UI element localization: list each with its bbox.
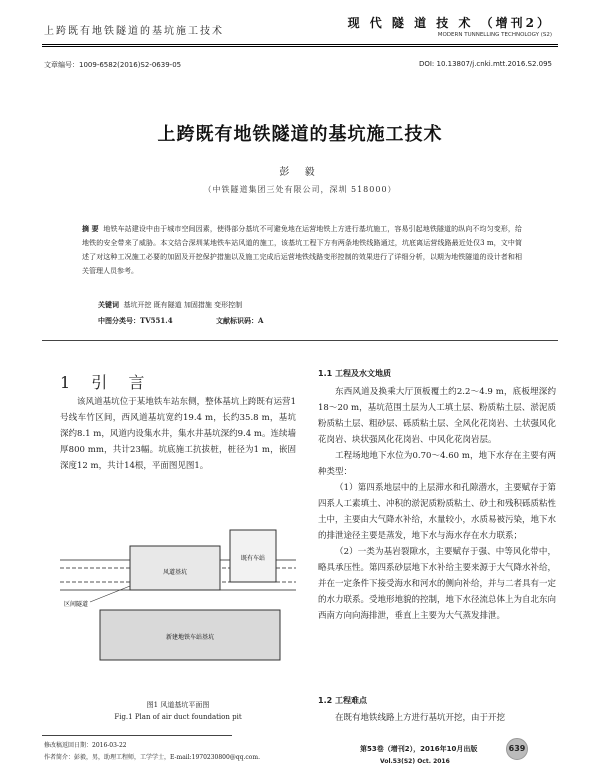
section-1-body [60,394,296,474]
keywords-label: 关键词 [98,300,119,309]
leader-line [90,586,130,602]
paragraph: （1）第四系地层中的上层滞水和孔隙潜水，主要赋存于第四系人工素填土、冲积的淤泥质粉质粘土、砂土和残积砾质粘性土中，主要由大气降水补给，水量较小，水质易被污染，地下水的排泄途径主要是蒸发，地下水与海水存在水力联系； [318,483,557,541]
running-title: 上跨既有地铁隧道的基坑施工技术 [44,26,224,37]
paragraph: 工程场地地下水位为0.70～4.60 m，地下水存在主要有两种类型： [318,451,556,477]
class-label: 中图分类号： [98,316,140,325]
affiliation: （中铁隧道集团三处有限公司，深圳 518000） [203,185,397,194]
abstract-text: 地铁车站建设中由于城市空间因素，使得部分基坑不可避免地在运营地铁上方进行基坑施工，容易引起地铁隧道的纵向不均匀变形，给地铁的安全带来了威胁。本文结合深圳某地铁车站风道的施工，该基坑工程下方有两条地铁线路通过，坑底离运营线路最近处仅3 m，文中简述了对这种工况施工必要的加固及开挖保护措施以及施工完成后运营地铁线路变形控制的效果进行了详细分析，以期为地铁隧道的设计者和相关管理人员参考。 [82,225,523,275]
author-info: 作者简介：彭毅，男，助理工程师，工学学士，E-mail:1970230800@qq.com. [44,754,260,761]
article-number: 文章编号：1009-6582(2016)S2-0639-05 [44,61,182,69]
figure-caption-en: Fig.1 Plan of air duct foundation pit [114,713,242,721]
classification [98,316,173,326]
header-rule [42,44,558,45]
new-station-label: 新建地铁车站基坑 [165,634,215,641]
header-rule-2 [42,46,558,47]
section-1-1-body [318,384,556,624]
journal-name-cn: 现 代 隧 道 技 术 （增刊2） [347,16,552,30]
doccode-label: 文献标识码： [216,316,258,325]
paragraph: （2）一类为基岩裂隙水，主要赋存于强、中等风化带中，略具承压性。第四系砂层地下水补给主要来源于大气降水补给，并在一定条件下接受海水和河水的侧向补给，并与二者具有一定的水力联系。受地形地貌的控制，地下水径流总体上为自北东向西南方向向海排泄，垂直上主要为大气蒸发排泄。 [318,547,557,621]
paragraph: 在既有地铁线路上方进行基坑开挖，由于开挖 [335,713,506,723]
keywords [98,300,242,310]
issue-info: 第53卷（增刊2），2016年10月出版 [360,745,478,753]
volume-en: Vol.53(S2) Oct. 2016 [380,758,450,765]
author: 彭 毅 [279,167,321,178]
article-title: 上跨既有地铁隧道的基坑施工技术 [157,124,443,145]
page-number: 639 [506,738,528,760]
doi: DOI: 10.13807/j.cnki.mtt.2016.S2.095 [418,60,552,68]
document-code [216,316,263,326]
abstract-label: 摘 要 [82,224,99,233]
journal-name-en: MODERN TUNNELLING TECHNOLOGY (S2) [437,32,552,38]
figure-caption-cn: 图1 风道基坑平面图 [146,701,210,709]
footnote-rule [42,735,232,736]
section-1-1-heading: 1.1 工程及水文地质 [318,369,391,378]
section-1-2-heading: 1.2 工程难点 [318,696,367,705]
air-duct-pit [130,546,220,590]
paragraph: 东西风道及换乘大厅顶板覆土约2.2～4.9 m，底板埋深约18～20 m，基坑范围土层为人工填土层、粉质粘土层、淤泥质粉质粘土层、粗砂层、砾质粘土层、全风化花岗岩、土状强风化花岗岩、块状强风化花岗岩、中风化花岗岩层。 [318,387,557,445]
figure-1-plan [60,480,296,690]
abstract [82,222,522,278]
class-value: TV551.4 [140,316,173,325]
air-duct-label: 风道基坑 [162,569,188,576]
section-1-heading: 1 引 言 [60,373,153,392]
section-1-paragraph: 该风道基坑位于某地铁车站东侧，整体基坑上跨既有运营1号线车竹区间，西风道基坑宽约19.4 m，长约35.8 m，基坑深约8.1 m，风道内设集水井，集水井基坑深约9.4 m。连续墙厚800 mm，共计23幅。坑底施工抗拔桩，桩径为1 m，嵌固深度12 m，共计14根，平面图见图1。 [60,397,296,471]
received-date: 修改稿返回日期：2016-03-22 [44,742,127,749]
keywords-text: 基坑开挖 既有隧道 加固措施 变形控制 [123,301,243,309]
abstract-separator [42,340,558,341]
doccode-value: A [258,316,264,325]
existing-station-label: 既有车站 [240,555,266,562]
section-tunnel-label: 区间隧道 [64,601,89,608]
section-1-2-body [318,710,556,726]
